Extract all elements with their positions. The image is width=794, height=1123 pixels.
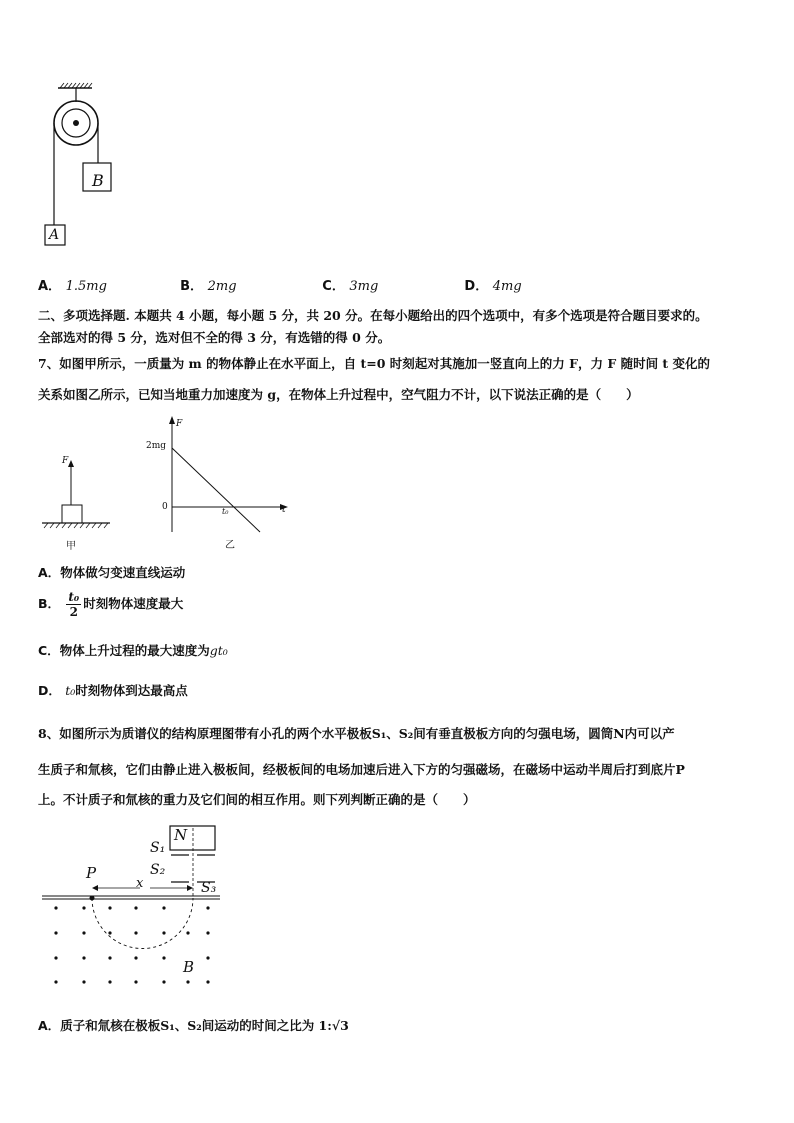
fig-label-b: B bbox=[183, 958, 195, 976]
q7-right-caption: 乙 bbox=[225, 540, 235, 551]
q6-option-a[interactable]: A． 1.5mg bbox=[38, 279, 107, 294]
q7-option-d[interactable]: D． t₀时刻物体到达最高点 bbox=[38, 683, 188, 698]
q6-option-d[interactable]: D． 4mg bbox=[464, 279, 522, 294]
q6-option-b[interactable]: B． 2mg bbox=[180, 279, 237, 294]
fig-label-n: N bbox=[174, 826, 188, 844]
pulley-figure bbox=[40, 80, 140, 250]
fig-label-s2: S₂ bbox=[150, 862, 166, 878]
q7-left-caption: 甲 bbox=[66, 541, 76, 552]
fig-label-x: x bbox=[136, 876, 144, 891]
fig-label-p: P bbox=[86, 864, 97, 882]
q7-figure-right bbox=[150, 412, 300, 537]
semicircle-path bbox=[92, 898, 193, 949]
block-a-label: A bbox=[49, 227, 60, 243]
q8-option-a[interactable]: A．质子和氚核在极板S₁、S₂间运动的时间之比为 1:√3 bbox=[38, 1018, 349, 1033]
q8-line3: 上。不计质子和氚核的重力及它们间的相互作用。则下列判断正确的是（ ） bbox=[38, 792, 476, 807]
q7-origin: 0 bbox=[162, 502, 168, 512]
q7-y-axis-label: F bbox=[176, 419, 183, 429]
q7-option-c[interactable]: C．物体上升过程的最大速度为gt₀ bbox=[38, 643, 228, 658]
force-line bbox=[172, 448, 260, 532]
q7-line2: 关系如图乙所示，已知当地重力加速度为 g，在物体上升过程中，空气阻力不计，以下说法正确的是（ ） bbox=[38, 387, 639, 402]
q8-line2: 生质子和氚核，它们由静止进入极板间，经极板间的电场加速后进入下方的匀强磁场，在磁场中运动半周后打到底片P bbox=[38, 762, 685, 777]
q7-x-tick: t₀ bbox=[222, 507, 229, 516]
section2-line2: 全部选对的得 5 分，选对但不全的得 3 分，有选错的得 0 分。 bbox=[38, 330, 391, 345]
section2-line1: 二、多项选择题. 本题共 4 小题，每小题 5 分，共 20 分。在每小题给出的四个选项中，有多个选项是符合题目要求的。 bbox=[38, 308, 708, 323]
q6-options bbox=[38, 275, 522, 294]
block-b-label: B bbox=[92, 171, 104, 190]
q7-y-tick: 2mg bbox=[146, 441, 167, 451]
q6-option-c[interactable]: C． 3mg bbox=[322, 279, 379, 294]
t0-over-2-fraction: $\frac{\text{t₀}}{2}$ bbox=[68, 590, 80, 619]
q7-line1: 7、如图甲所示，一质量为 m 的物体静止在水平面上，自 t=0 时刻起对其施加一竖直向上的力 F，力 F 随时间 t 变化的 bbox=[38, 356, 711, 371]
q7-option-a[interactable]: A．物体做匀变速直线运动 bbox=[38, 565, 186, 580]
fig-label-s1: S₁ bbox=[150, 840, 166, 856]
q7-option-b[interactable]: B． $\frac{\text{t₀}}{2}$ 时刻物体速度最大 bbox=[38, 590, 184, 619]
q7-figure-left bbox=[40, 455, 120, 530]
q7-left-force-label: F bbox=[62, 456, 69, 466]
mass-spectrometer-figure bbox=[40, 822, 230, 992]
q8-line1: 8、如图所示为质谱仪的结构原理图带有小孔的两个水平极板S₁、S₂间有垂直极板方向的匀强电场，圆筒N内可以产 bbox=[38, 726, 675, 741]
q7-x-axis-label: t bbox=[282, 505, 286, 515]
fig-label-s3: S₃ bbox=[201, 880, 217, 896]
